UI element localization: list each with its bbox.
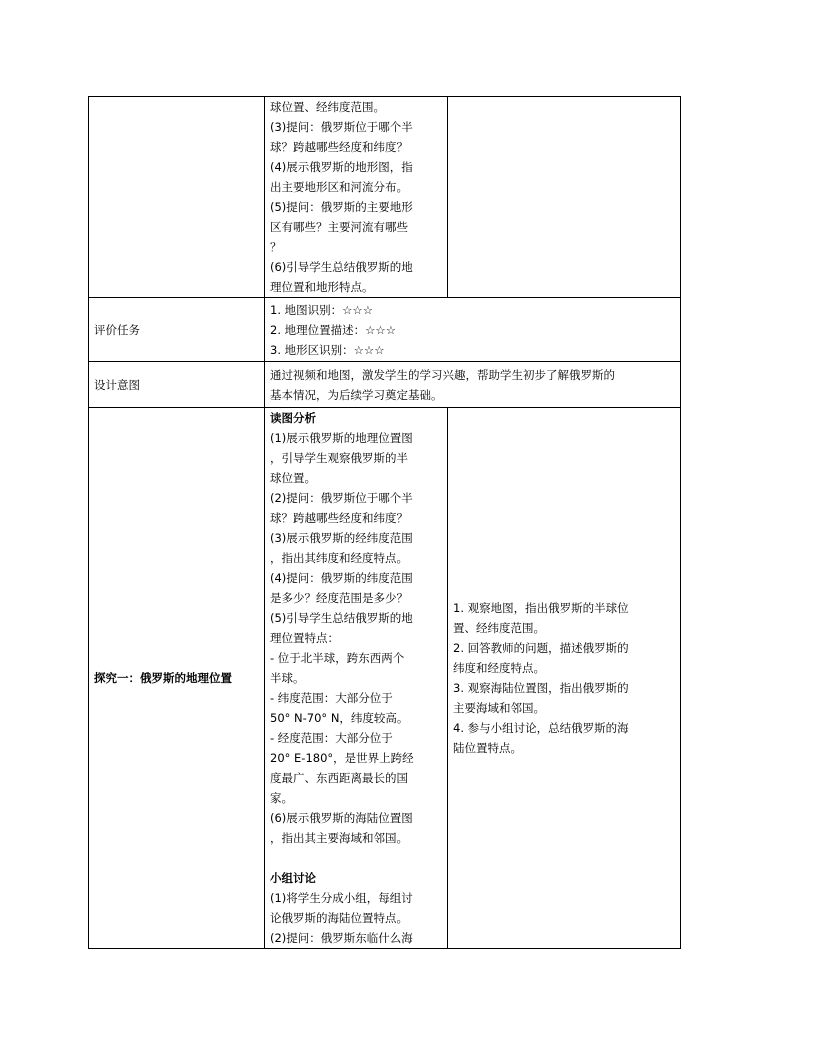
row-design-intent [89, 362, 681, 408]
design-intent-line: 基本情况，为后续学习奠定基础。 [270, 387, 443, 402]
read-map-step-line: 家。 [270, 791, 293, 805]
evaluation-item: 1. 地图识别：☆☆☆ [270, 302, 374, 317]
read-map-step-line: ，指出其主要海域和邻国。 [270, 831, 408, 845]
read-map-step-line: 理位置特点： [270, 631, 339, 645]
read-map-step-line: 球？跨越哪些经度和纬度？ [270, 511, 408, 525]
evaluation-content [265, 298, 681, 362]
section-heading-read-map: 读图分析 [270, 411, 316, 425]
teacher-activity-cell [265, 97, 448, 298]
teacher-activity-line: ？ [270, 240, 282, 254]
read-map-step-line: - 纬度范围：大部分位于 [270, 691, 393, 705]
read-map-step-line: 半球。 [270, 671, 305, 685]
read-map-step-line: - 位于北半球，跨东西两个 [270, 651, 405, 665]
teacher-activity-line: (5)提问：俄罗斯的主要地形 [270, 200, 413, 214]
explore-label: 探究一：俄罗斯的地理位置 [89, 408, 265, 949]
group-discussion-step-line: (1)将学生分成小组，每组讨 [270, 891, 413, 905]
read-map-step-line: ，引导学生观察俄罗斯的半 [270, 451, 408, 465]
read-map-step-line: (3)展示俄罗斯的经纬度范围 [270, 531, 413, 545]
student-activity-cell [448, 97, 681, 298]
read-map-step-line: (4)提问：俄罗斯的纬度范围 [270, 571, 413, 585]
read-map-step-line: 球位置。 [270, 471, 316, 485]
student-activity-line: 主要海域和邻国。 [453, 701, 545, 715]
student-activity-line: 2. 回答教师的问题，描述俄罗斯的 [453, 641, 629, 655]
teacher-activity-line: 球位置、经纬度范围。 [270, 100, 385, 114]
teacher-activity-line: (3)提问：俄罗斯位于哪个半 [270, 120, 413, 134]
teacher-activity-line: 球？跨越哪些经度和纬度？ [270, 140, 408, 154]
read-map-step-line: 50° N-70° N，纬度较高。 [270, 711, 409, 725]
read-map-steps [270, 428, 442, 848]
design-intent-line: 通过视频和地图，激发学生的学习兴趣，帮助学生初步了解俄罗斯的 [270, 367, 615, 382]
student-activity-line: 3. 观察海陆位置图，指出俄罗斯的 [453, 681, 629, 695]
read-map-step-line: - 经度范围：大部分位于 [270, 731, 393, 745]
student-activity-line: 4. 参与小组讨论，总结俄罗斯的海 [453, 721, 629, 735]
group-discussion-step-line: (2)提问：俄罗斯东临什么海 [270, 931, 413, 945]
evaluation-item: 2. 地理位置描述：☆☆☆ [270, 322, 397, 337]
explore-teacher-cell [265, 408, 448, 949]
lesson-plan-table [88, 96, 681, 949]
read-map-step-line: (1)展示俄罗斯的地理位置图 [270, 431, 413, 445]
student-activity-line: 陆位置特点。 [453, 741, 522, 755]
row-explore-location [89, 408, 681, 949]
read-map-step-line: 是多少？经度范围是多少？ [270, 591, 408, 605]
read-map-step-line: 20° E-180°，是世界上跨经 [270, 751, 414, 765]
spacer [270, 848, 442, 868]
read-map-step-line: 度最广、东西距离最长的国 [270, 771, 408, 785]
student-activity-line: 置、经纬度范围。 [453, 621, 545, 635]
row-evaluation [89, 298, 681, 362]
teacher-activity-line: (6)引导学生总结俄罗斯的地 [270, 260, 413, 274]
teacher-activity-line: (4)展示俄罗斯的地形图，指 [270, 160, 413, 174]
student-activity-line: 纬度和经度特点。 [453, 661, 545, 675]
section-heading-group-discussion: 小组讨论 [270, 871, 316, 885]
read-map-step-line: ，指出其纬度和经度特点。 [270, 551, 408, 565]
evaluation-item: 3. 地形区识别：☆☆☆ [270, 342, 385, 357]
student-activity-line: 1. 观察地图，指出俄罗斯的半球位 [453, 601, 629, 615]
read-map-step-line: (6)展示俄罗斯的海陆位置图 [270, 811, 413, 825]
design-intent-label: 设计意图 [89, 362, 265, 408]
explore-student-cell [448, 408, 681, 949]
read-map-step-line: (2)提问：俄罗斯位于哪个半 [270, 491, 413, 505]
teacher-activity-line: 理位置和地形特点。 [270, 280, 374, 294]
evaluation-label: 评价任务 [89, 298, 265, 362]
group-discussion-steps [270, 888, 442, 948]
group-discussion-step-line: 论俄罗斯的海陆位置特点。 [270, 911, 408, 925]
read-map-step-line: (5)引导学生总结俄罗斯的地 [270, 611, 413, 625]
row-label-empty [89, 97, 265, 298]
teacher-activity-line: 出主要地形区和河流分布。 [270, 180, 408, 194]
row-teaching-process-continued [89, 97, 681, 298]
design-intent-content [265, 362, 681, 408]
teacher-activity-line: 区有哪些？主要河流有哪些 [270, 220, 408, 234]
